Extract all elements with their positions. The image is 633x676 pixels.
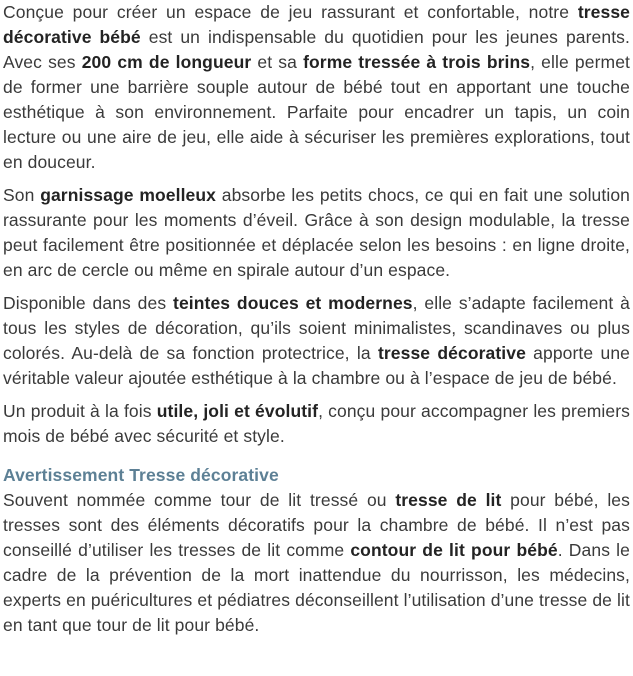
bold-term-tresse-decorative: tresse décorative	[377, 343, 526, 363]
text-run: , elle permet de former une barrière souple autour de bébé tout en apportant une touche esthétique à son environnement. Parfaite pour encadrer un tapis, un coin lecture ou une aire de jeu, elle aide à sécuriser les premières explorations, tout en douceur.	[3, 52, 630, 172]
bold-term-tresse-decorative-bebe: tresse décorative bébé	[3, 2, 630, 47]
warning-heading: Avertissement Tresse décorative	[3, 465, 279, 485]
paragraph-garnissage	[3, 183, 630, 283]
text-run: Disponible dans des	[3, 293, 174, 313]
text-run: est un indispensable du quotidien pour les jeunes parents. Avec ses	[3, 27, 630, 72]
text-run: Un produit à la fois	[3, 401, 157, 421]
text-run: Son	[3, 185, 41, 205]
bold-term-forme-tressee: forme tressée à trois brins	[303, 52, 531, 72]
text-run: Conçue pour créer un espace de jeu rassurant et confortable, notre	[3, 2, 578, 22]
bold-term-contour-de-lit: contour de lit pour bébé	[350, 540, 558, 560]
text-run: , elle s’adapte facilement à tous les styles de décoration, qu’ils soient minimalistes, scandinaves ou plus colorés. Au-delà de sa fonction protectrice, la	[3, 293, 630, 363]
text-run: pour bébé, les tresses sont des éléments décoratifs pour la chambre de bébé. Il n’est pas conseillé d’utiliser les tresses de lit comme	[3, 490, 630, 560]
text-run: apporte une véritable valeur ajoutée esthétique à la chambre ou à l’espace de jeu de bébé.	[3, 343, 630, 388]
paragraph-intro	[3, 0, 630, 175]
bold-term-utile-joli-evolutif: utile, joli et évolutif	[156, 401, 319, 421]
bold-term-teintes-douces: teintes douces et modernes	[173, 293, 413, 313]
text-run: et sa	[251, 52, 304, 72]
text-run: , conçu pour accompagner les premiers mois de bébé avec sécurité et style.	[3, 401, 630, 446]
text-run: absorbe les petits chocs, ce qui en fait une solution rassurante pour les moments d’éveil. Grâce à son design modulable, la tresse peut facilement être positionnée et déplacée selon les besoins : en ligne droite, en arc de cercle ou même en spirale autour d’un espace.	[3, 185, 630, 280]
paragraph-produit	[3, 399, 630, 449]
bold-term-longueur: 200 cm de longueur	[81, 52, 252, 72]
bold-term-tresse-de-lit: tresse de lit	[395, 490, 502, 510]
paragraph-teintes	[3, 291, 630, 391]
text-run: Souvent nommée comme tour de lit tressé ou	[3, 490, 396, 510]
text-run: . Dans le cadre de la prévention de la mort inattendue du nourrisson, les médecins, experts en puéricultures et pédiatres déconseillent l’utilisation d’une tresse de lit en tant que tour de lit pour bébé.	[3, 540, 630, 635]
paragraph-avertissement	[3, 488, 630, 638]
bold-term-garnissage-moelleux: garnissage moelleux	[40, 185, 216, 205]
